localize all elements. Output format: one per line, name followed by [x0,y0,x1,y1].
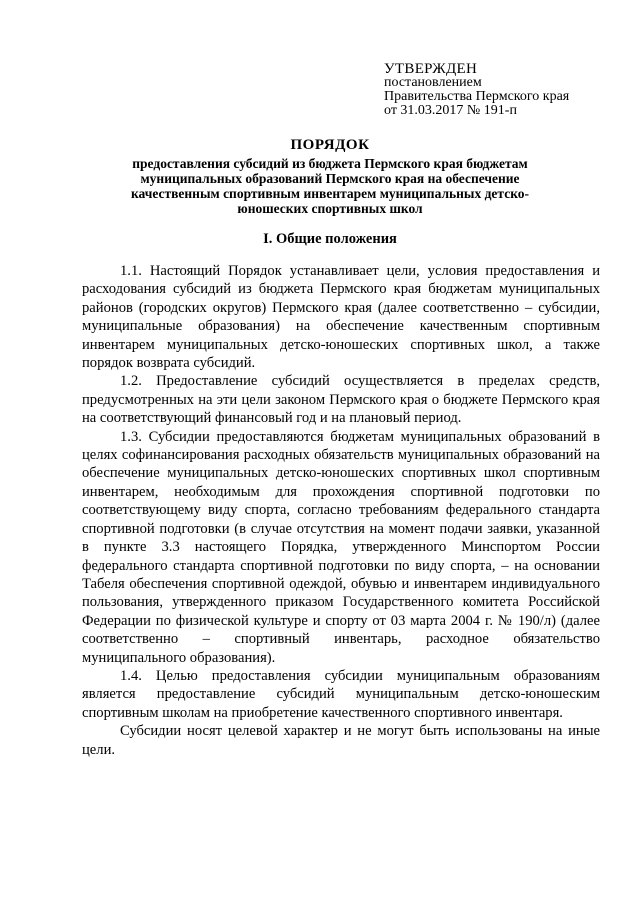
approval-heading: УТВЕРЖДЕН [384,61,478,77]
approval-line: постановлением [384,75,482,90]
paragraph-1-1: 1.1. Настоящий Порядок устанавливает цели, условия предоставления и расходования субсидий из бюджета Пермского края бюджетам муниципальных районов (городских округов) Пермского края (далее соответственно – субсидии, муниципальные образования) на обеспечение качественным спортивным инвентарем муниципальных детско-юношеских спортивных школ, а также порядок возврата субсидий. [82,263,600,372]
section-heading: I. Общие положения [263,231,397,247]
approval-stamp [384,62,569,118]
approval-line: Правительства Пермского края [384,89,570,104]
paragraph-1-4-note: Субсидии носят целевой характер и не могут быть использованы на иные цели. [82,723,600,758]
paragraph-1-4: 1.4. Целью предоставления субсидии муниципальным образованиям является предоставление субсидий муниципальным детско-юношеским спортивным школам на приобретение качественного спортивного инвентаря. [82,667,600,721]
document-subtitle: предоставления субсидий из бюджета Пермского края бюджетам муниципальных образований Пермского края на обеспечение качественным спортивным инвентарем муниципальных детско-юношеских спортивных школ [130,156,530,216]
paragraph-1-2: 1.2. Предоставление субсидий осуществляется в пределах средств, предусмотренных на эти цели законом Пермского края о бюджете Пермского края на соответствующий финансовый год и на плановый период. [82,373,600,427]
document-title: ПОРЯДОК [290,137,370,153]
document-body [82,262,600,759]
paragraph-1-3: 1.3. Субсидии предоставляются бюджетам муниципальных образований в целях софинансирования расходных обязательств муниципальных образований на обеспечение муниципальных детско-юношеских спортивных школ спортивным инвентарем, необходимым для прохождения спортивной подготовки по соответствующему виду спорта, согласно требованиям федерального стандарта спортивной подготовки (в случае отсутствия на момент подачи заявки, указанной в пункте 3.3 настоящего Порядка, утвержденного Минспортом России федерального стандарта спортивной подготовки по виду спорта, – на основании Табеля обеспечения спортивной одеждой, обувью и инвентарем индивидуального пользования, утвержденного приказом Государственного комитета Российской Федерации по физической культуре и спорту от 03 марта 2004 г. № 190/л) (далее соответственно – спортивный инвентарь, расходное обязательство муниципального образования). [82,428,600,666]
approval-date-number: от 31.03.2017 № 191-п [384,103,517,118]
